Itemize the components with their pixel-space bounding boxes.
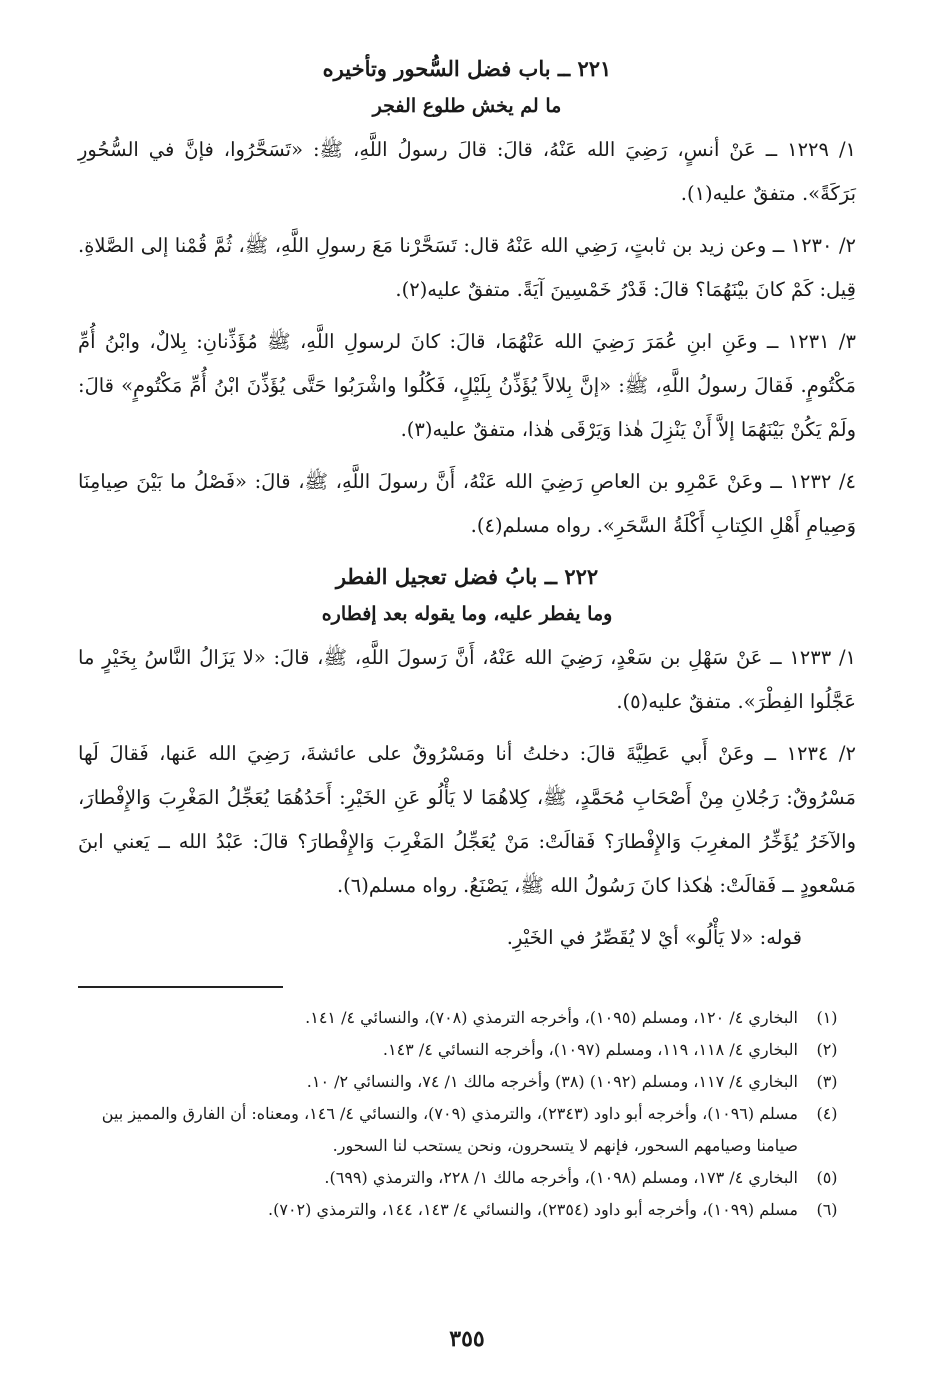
- hadith-1231: ٣/ ١٢٣١ ــ وعَنِ ابنِ عُمَرَ رَضِيَ الله عَنْهُمَا، قالَ: كانَ لرسولِ اللَّهِ، ﷺ مُؤَذِّنانِ: بِلالٌ، وابْنُ أُمِّ مَكْتُومٍ. فَقالَ رسولُ اللَّهِ، ﷺ: «إنَّ بِلالاً يُؤَذِّنُ بِلَيْلٍ، فَكُلُوا واشْرَبُوا حَتَّى يُؤَذِّنَ ابْنُ أُمِّ مَكْتُومٍ» قالَ: ولَمْ يَكُنْ بَيْنَهُمَا إلاَّ أَنْ يَنْزِلَ هٰذا وَيَرْقَى هٰذا، متفقٌ عليه(٣).: [78, 330, 856, 441]
- footnote-number: (٤): [816, 1104, 838, 1123]
- explanatory-note: قوله: «لا يَأْلُو» أيْ لا يُقَصِّرُ في الخَيْرِ.: [506, 926, 802, 949]
- footnote-number: (٣): [816, 1072, 838, 1091]
- footnote-number: (٢): [816, 1040, 838, 1059]
- footnote: [78, 1002, 856, 1034]
- chapter-subtitle-222: وما يفطر عليه، وما يقوله بعد إفطاره: [321, 603, 613, 625]
- hadith-1230: ٢/ ١٢٣٠ ــ وعن زيد بن ثابتٍ، رَضِي الله عَنْهُ قال: تَسَحَّرْنا مَعَ رسولِ اللَّهِ، ﷺ، ثُمَّ قُمْنا إلى الصَّلاةِ. قِيل: كَمْ كانَ بيْنَهُمَا؟ قالَ: قَدْرُ خَمْسِينَ آيَةً. متفقٌ عليه(٢).: [78, 234, 856, 301]
- chapter-subtitle-221: ما لم يخش طلوع الفجر: [372, 95, 562, 117]
- hadith-1234: ٢/ ١٢٣٤ ــ وعَنْ أَبي عَطِيَّةَ قالَ: دخلتُ أنا ومَسْرُوقٌ على عائشةَ، رَضِيَ الله عَنها، فَقالَ لَها مَسْرُوقٌ: رَجُلانِ مِنْ أَصْحَابِ مُحَمَّدٍ، ﷺ، كِلاهُمَا لا يَأْلُو عَنِ الخَيْرِ: أَحَدُهُمَا يُعَجِّلُ المَغْرِبَ وَالإِفْطارَ، والآخَرُ يُؤَخِّرُ المغرِبَ وَالإِفْطارَ؟ فَقالَتْ: مَنْ يُعَجِّلُ المَغْرِبَ وَالإِفْطارَ؟ قالَ: عَبْدُ الله ــ يَعني ابنَ مَسْعودٍ ــ فَقالَتْ: هٰكذا كانَ رَسُولُ الله ﷺ، يَصْنَعُ. رواه مسلم(٦).: [78, 742, 856, 897]
- hadith-1233: ١/ ١٢٣٣ ــ عَنْ سَهْلِ بن سَعْدٍ، رَضِيَ الله عَنْهُ، أَنَّ رَسولَ اللَّهِ، ﷺ، قالَ: «لا يَزَالُ النَّاسُ بِخَيْرٍ ما عَجَّلُوا الفِطْرَ». متفقٌ عليه(٥).: [78, 646, 856, 713]
- footnote-text: البخاري ٤/ ١١٧، ومسلم (١٠٩٢) (٣٨) وأخرجه مالك ١/ ٧٤، والنسائي ٢/ ١٠.: [306, 1072, 798, 1091]
- footnote-text: البخاري ٤/ ١٧٣، ومسلم (١٠٩٨)، وأخرجه مالك ١/ ٢٢٨، والترمذي (٦٩٩).: [324, 1168, 798, 1187]
- footnotes: [78, 1002, 856, 1226]
- footnote: [78, 1034, 856, 1066]
- footnote: [78, 1162, 856, 1194]
- footnote: [78, 1098, 856, 1162]
- page-number: ٣٥٥: [449, 1326, 485, 1352]
- footnote-text: مسلم (١٠٩٦)، وأخرجه أبو داود (٢٣٤٣)، والترمذي (٧٠٩)، والنسائي ٤/ ١٤٦، ومعناه: أن الفارق والمميز بين صيامنا وصيامهم السحور، فإنهم لا يتسحرون، ونحن يستحب لنا السحور.: [101, 1104, 798, 1155]
- footnote-number: (٦): [816, 1200, 838, 1219]
- chapter-title-222: ٢٢٢ ــ بابُ فضل تعجيل الفطر: [335, 564, 599, 589]
- footnote: [78, 1194, 856, 1226]
- footnote-separator: [78, 986, 283, 988]
- footnote-number: (٥): [816, 1168, 838, 1187]
- footnote-text: البخاري ٤/ ١١٨، ١١٩، ومسلم (١٠٩٧)، وأخرجه النسائي ٤/ ١٤٣.: [382, 1040, 798, 1059]
- hadith-1232: ٤/ ١٢٣٢ ــ وعَنْ عَمْرِو بن العاصِ رَضِيَ الله عَنْهُ، أَنَّ رسولَ اللَّهِ، ﷺ، قالَ: «فَصْلُ ما بَيْنَ صِيامِنَا وَصِيامِ أَهْلِ الكِتابِ أَكْلَةُ السَّحَرِ». رواه مسلم(٤).: [78, 470, 856, 537]
- footnote-number: (١): [816, 1008, 838, 1027]
- footnote-text: مسلم (١٠٩٩)، وأخرجه أبو داود (٢٣٥٤)، والنسائي ٤/ ١٤٣، ١٤٤، والترمذي (٧٠٢).: [268, 1200, 798, 1219]
- chapter-title-221: ٢٢١ ــ باب فضل السُّحور وتأخيره: [322, 56, 612, 81]
- footnote-text: البخاري ٤/ ١٢٠، ومسلم (١٠٩٥)، وأخرجه الترمذي (٧٠٨)، والنسائي ٤/ ١٤١.: [305, 1008, 798, 1027]
- footnote: [78, 1066, 856, 1098]
- footnote-separator-wrap: [78, 986, 856, 988]
- hadith-1229: ١/ ١٢٢٩ ــ عَنْ أنسٍ، رَضِيَ الله عَنْهُ، قالَ: قالَ رسولُ اللَّهِ، ﷺ: «تَسَحَّرُوا، فإنَّ في السُّحُورِ بَرَكَةً». متفقٌ عليه(١).: [78, 138, 856, 205]
